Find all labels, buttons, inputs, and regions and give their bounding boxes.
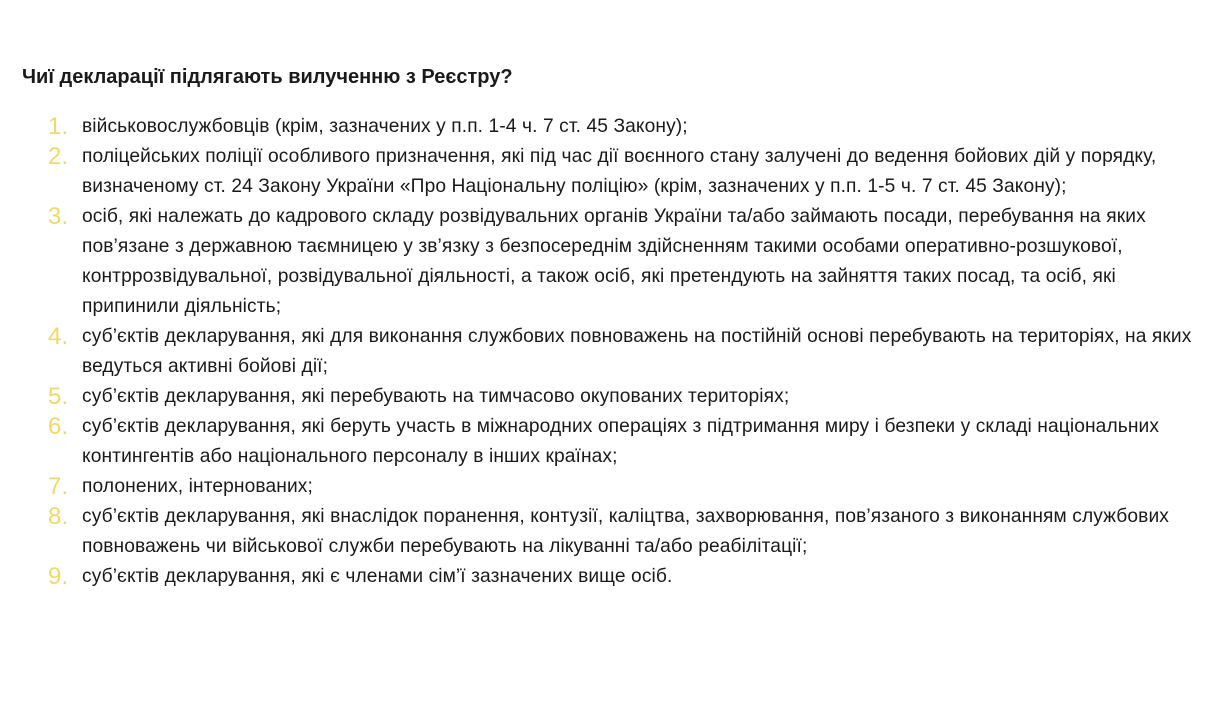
list-item bbox=[20, 382, 1210, 412]
list-item-number: 7. bbox=[48, 473, 69, 500]
list-item-text: суб’єктів декларування, які беруть участь в міжнародних операціях з підтримання миру і безпеки у складі національних контингентів або національного персоналу в інших країнах; bbox=[82, 416, 1160, 467]
list-item-text: суб’єктів декларування, які є членами сім’ї зазначених вище осіб. bbox=[82, 566, 673, 587]
exemption-list bbox=[20, 112, 1210, 592]
list-item-text: осіб, які належать до кадрового складу розвідувальних органів України та/або займають посади, перебування на яких пов’язане з державною таємницею у зв’язку з безпосереднім здійсненням такими особами оперативно-розшукової, контррозвідувальної, розвідувальної діяльності, а також осіб, які претендують на зайняття таких посад, та осіб, які припинили діяльність; bbox=[82, 206, 1146, 317]
list-item bbox=[20, 112, 1210, 142]
list-item-number: 8. bbox=[48, 503, 69, 530]
list-item-number: 4. bbox=[48, 323, 69, 350]
list-item-text: суб’єктів декларування, які внаслідок поранення, контузії, каліцтва, захворювання, пов’язаного з виконанням службових повноважень чи військової служби перебувають на лікуванні та/або реабілітації; bbox=[82, 506, 1169, 557]
list-item bbox=[20, 322, 1210, 382]
list-item-text: суб’єктів декларування, які перебувають на тимчасово окупованих територіях; bbox=[82, 386, 790, 407]
list-item bbox=[20, 202, 1210, 322]
section-heading: Чиї декларації підлягають вилученню з Реєстру? bbox=[22, 66, 513, 88]
list-item bbox=[20, 142, 1210, 202]
list-item-number: 6. bbox=[48, 413, 69, 440]
list-item bbox=[20, 502, 1210, 562]
list-item-text: поліцейських поліції особливого призначення, які під час дії воєнного стану залучені до ведення бойових дій у порядку, визначеному ст. 24 Закону України «Про Національну поліцію» (крім, зазначених у п.п. 1-5 ч. 7 ст. 45 Закону); bbox=[82, 146, 1157, 197]
list-item bbox=[20, 562, 1210, 592]
list-item bbox=[20, 412, 1210, 472]
list-item-number: 2. bbox=[48, 143, 69, 170]
list-item-text: полонених, інтернованих; bbox=[82, 476, 313, 497]
list-item-text: військовослужбовців (крім, зазначених у п.п. 1-4 ч. 7 ст. 45 Закону); bbox=[82, 116, 688, 137]
article-section bbox=[20, 62, 1210, 592]
list-item-number: 1. bbox=[48, 113, 69, 140]
list-item-number: 9. bbox=[48, 563, 69, 590]
list-item-number: 5. bbox=[48, 383, 69, 410]
list-item-number: 3. bbox=[48, 203, 69, 230]
list-item-text: суб’єктів декларування, які для виконання службових повноважень на постійній основі перебувають на територіях, на яких ведуться активні бойові дії; bbox=[82, 326, 1192, 377]
list-item bbox=[20, 472, 1210, 502]
